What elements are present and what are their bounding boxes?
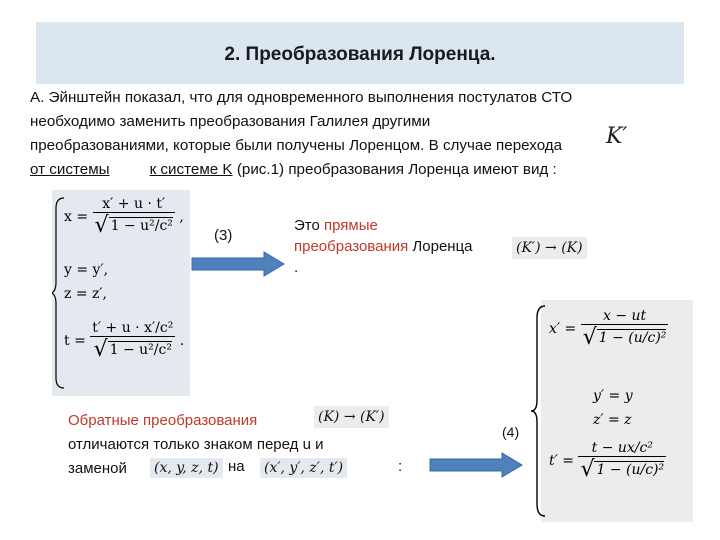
formula-3-z: z = z′, [64,286,108,302]
arrow-right-icon-2 [428,451,526,479]
formula-4-y: y′ = y [593,388,633,404]
formula-3-box [52,190,190,396]
formula-4-z: z′ = z [593,412,632,428]
inverse-text: Обратные преобразования отличаются только знаком перед u и заменой [68,412,324,477]
formula-3-x: x = $\frac{x' + u \cdot t'}{\text{√ 1 − u²/c²}}$ , [64,196,184,238]
kprime-symbol: K′ [606,124,628,149]
formula-4-number: (4) [502,424,520,440]
intro-paragraph [30,86,690,182]
inverse-vars-plain: (x, y, z, t) [150,458,223,478]
formula-3-number: (3) [214,227,233,244]
direct-text: Это прямые преобразования Лоренца . [294,217,473,276]
inverse-colon: : [398,458,403,475]
title-bar [36,22,684,84]
para-line-1: А. Эйнштейн показал, что для одновременного выполнения постулатов СТО [30,89,573,106]
para-line-3: преобразованиями, которые были получены Лоренцом. В случае перехода [30,137,563,154]
para-line-2: необходимо заменить преобразования Галилея другими [30,113,431,130]
inverse-vars-primed: (x′, y′, z′, t′) [260,458,347,478]
formula-3-t: t = $\frac{\text{t′ + u · x′/c²}}{\text{√ 1 − u²/c²}}$ . [64,320,185,362]
formula-4-t: t′ = $\frac{\text{t − ux/c²}}{\text{√ 1 − (u/c)²}}$ [549,440,665,482]
inverse-on-word: на [228,458,245,475]
inverse-direction-math: (K) → (K′) [314,406,389,428]
para-line-4-c: (рис.1) преобразования Лоренца имеют вид : [236,161,557,178]
formula-3-y: y = y′, [64,262,109,278]
formula-4-x: x′ = $\frac{x - ut}{\text{√ 1 − (u/c)²}}$ [549,308,667,350]
para-line-4 [30,158,690,182]
para-line-4-b: к системе K [149,161,233,178]
formula-4-box [541,300,693,522]
slide-title: 2. Преобразования Лоренца. [224,44,496,65]
direct-math: (K′) → (K) [512,237,587,259]
arrow-right-icon [190,250,288,278]
para-line-4-a: от системы [30,161,110,178]
